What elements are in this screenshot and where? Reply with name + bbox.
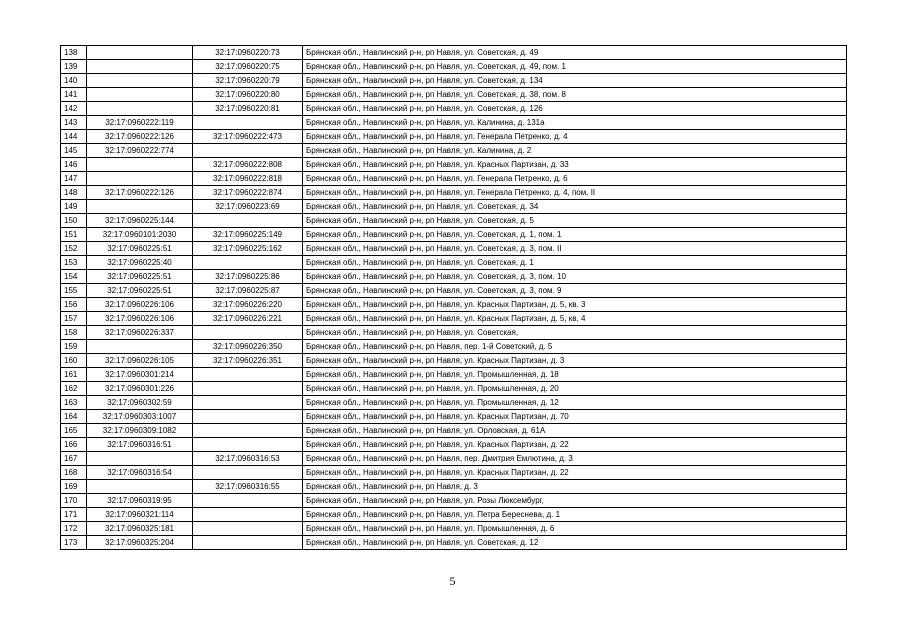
address-cell: Брянская обл., Навлинский р-н, рп Навля, ул. Советская, д. 12 — [303, 536, 847, 550]
table-row — [61, 158, 847, 172]
address-cell: Брянская обл., Навлинский р-н, рп Навля, ул. Генерала Петренко, д. 4 — [303, 130, 847, 144]
object-cadastral-number-cell: 32:17:0960225:86 — [193, 270, 303, 284]
cadastral-number-cell: 32:17:0960222:126 — [87, 130, 193, 144]
cadastral-number-cell: 32:17:0960101:2030 — [87, 228, 193, 242]
address-cell: Брянская обл., Навлинский р-н, рп Навля, ул. Генерала Петренко, д. 6 — [303, 172, 847, 186]
table-row — [61, 284, 847, 298]
row-number-cell: 161 — [61, 368, 87, 382]
row-number-cell: 148 — [61, 186, 87, 200]
address-cell: Брянская обл., Навлинский р-н, рп Навля, ул. Советская, д. 3, пом. II — [303, 242, 847, 256]
address-cell: Брянская обл., Навлинский р-н, рп Навля, ул. Красных Партизан, д. 33 — [303, 158, 847, 172]
object-cadastral-number-cell — [193, 256, 303, 270]
object-cadastral-number-cell: 32:17:0960226:220 — [193, 298, 303, 312]
cadastral-number-cell — [87, 452, 193, 466]
cadastral-number-cell — [87, 158, 193, 172]
address-cell: Брянская обл., Навлинский р-н, рп Навля, ул. Советская, д. 3, пом. 9 — [303, 284, 847, 298]
table-row — [61, 452, 847, 466]
table-row — [61, 312, 847, 326]
row-number-cell: 151 — [61, 228, 87, 242]
address-cell: Брянская обл., Навлинский р-н, рп Навля, ул. Советская, д. 38, пом. 8 — [303, 88, 847, 102]
address-cell: Брянская обл., Навлинский р-н, рп Навля, пер. 1-й Советский, д. 5 — [303, 340, 847, 354]
row-number-cell: 167 — [61, 452, 87, 466]
cadastral-number-cell — [87, 60, 193, 74]
row-number-cell: 141 — [61, 88, 87, 102]
address-cell: Брянская обл., Навлинский р-н, рп Навля, ул. Советская, д. 49 — [303, 46, 847, 60]
cadastral-number-cell: 32:17:0960225:40 — [87, 256, 193, 270]
address-cell: Брянская обл., Навлинский р-н, рп Навля, ул. Красных Партизан, д. 22 — [303, 438, 847, 452]
cadastral-number-cell: 32:17:0960319:95 — [87, 494, 193, 508]
cadastral-number-cell: 32:17:0960303:1007 — [87, 410, 193, 424]
table-row — [61, 410, 847, 424]
row-number-cell: 160 — [61, 354, 87, 368]
row-number-cell: 157 — [61, 312, 87, 326]
address-cell: Брянская обл., Навлинский р-н, рп Навля, ул. Красных Партизан, д. 3 — [303, 354, 847, 368]
address-cell: Брянская обл., Навлинский р-н, рп Навля, ул. Советская, д. 1 — [303, 256, 847, 270]
cadastral-number-cell — [87, 46, 193, 60]
table-row — [61, 74, 847, 88]
row-number-cell: 168 — [61, 466, 87, 480]
table-row — [61, 368, 847, 382]
cadastral-number-cell — [87, 172, 193, 186]
table-row — [61, 354, 847, 368]
table-row — [61, 508, 847, 522]
object-cadastral-number-cell: 32:17:0960222:818 — [193, 172, 303, 186]
row-number-cell: 155 — [61, 284, 87, 298]
table-row — [61, 186, 847, 200]
object-cadastral-number-cell: 32:17:0960226:350 — [193, 340, 303, 354]
table-row — [61, 228, 847, 242]
row-number-cell: 172 — [61, 522, 87, 536]
cadastral-number-cell: 32:17:0960309:1082 — [87, 424, 193, 438]
table-row — [61, 438, 847, 452]
row-number-cell: 150 — [61, 214, 87, 228]
table-row — [61, 424, 847, 438]
address-cell: Брянская обл., Навлинский р-н, рп Навля, ул. Советская, д. 126 — [303, 102, 847, 116]
table-row — [61, 396, 847, 410]
object-cadastral-number-cell — [193, 144, 303, 158]
address-cell: Брянская обл., Навлинский р-н, рп Навля, ул. Петра Береснева, д. 1 — [303, 508, 847, 522]
object-cadastral-number-cell: 32:17:0960222:808 — [193, 158, 303, 172]
cadastral-number-cell: 32:17:0960301:226 — [87, 382, 193, 396]
address-cell: Брянская обл., Навлинский р-н, рп Навля, ул. Советская, д. 3, пом. 10 — [303, 270, 847, 284]
table-row — [61, 144, 847, 158]
address-cell: Брянская обл., Навлинский р-н, рп Навля, ул. Советская, д. 5 — [303, 214, 847, 228]
object-cadastral-number-cell — [193, 382, 303, 396]
cadastral-number-cell: 32:17:0960226:337 — [87, 326, 193, 340]
object-cadastral-number-cell — [193, 214, 303, 228]
row-number-cell: 165 — [61, 424, 87, 438]
row-number-cell: 166 — [61, 438, 87, 452]
address-cell: Брянская обл., Навлинский р-н, рп Навля, пер. Дмитрия Емлютина, д. 3 — [303, 452, 847, 466]
object-cadastral-number-cell — [193, 424, 303, 438]
table-row — [61, 60, 847, 74]
cadastral-number-cell: 32:17:0960301:214 — [87, 368, 193, 382]
object-cadastral-number-cell: 32:17:0960220:80 — [193, 88, 303, 102]
table-row — [61, 270, 847, 284]
cadastral-number-cell: 32:17:0960316:54 — [87, 466, 193, 480]
cadastral-number-cell: 32:17:0960225:51 — [87, 284, 193, 298]
object-cadastral-number-cell: 32:17:0960225:162 — [193, 242, 303, 256]
object-cadastral-number-cell: 32:17:0960222:874 — [193, 186, 303, 200]
address-cell: Брянская обл., Навлинский р-н, рп Навля, ул. Генерала Петренко, д. 4, пом. II — [303, 186, 847, 200]
cadastral-number-cell: 32:17:0960226:106 — [87, 298, 193, 312]
table-row — [61, 382, 847, 396]
row-number-cell: 143 — [61, 116, 87, 130]
address-cell: Брянская обл., Навлинский р-н, рп Навля, д. 3 — [303, 480, 847, 494]
address-cell: Брянская обл., Навлинский р-н, рп Навля, ул. Калинина, д. 2 — [303, 144, 847, 158]
table-row — [61, 200, 847, 214]
table-row — [61, 116, 847, 130]
address-cell: Брянская обл., Навлинский р-н, рп Навля, ул. Советская, д. 49, пом. 1 — [303, 60, 847, 74]
address-cell: Брянская обл., Навлинский р-н, рп Навля, ул. Розы Люксембург, — [303, 494, 847, 508]
row-number-cell: 144 — [61, 130, 87, 144]
address-cell: Брянская обл., Навлинский р-н, рп Навля, ул. Советская, д. 34 — [303, 200, 847, 214]
row-number-cell: 158 — [61, 326, 87, 340]
table-row — [61, 466, 847, 480]
object-cadastral-number-cell: 32:17:0960226:221 — [193, 312, 303, 326]
object-cadastral-number-cell — [193, 494, 303, 508]
cadastral-number-cell — [87, 480, 193, 494]
row-number-cell: 170 — [61, 494, 87, 508]
row-number-cell: 163 — [61, 396, 87, 410]
address-cell: Брянская обл., Навлинский р-н, рп Навля, ул. Орловская, д. 61А — [303, 424, 847, 438]
table-row — [61, 326, 847, 340]
address-cell: Брянская обл., Навлинский р-н, рп Навля, ул. Калинина, д. 131а — [303, 116, 847, 130]
table-row — [61, 256, 847, 270]
cadastral-number-cell: 32:17:0960325:204 — [87, 536, 193, 550]
row-number-cell: 149 — [61, 200, 87, 214]
row-number-cell: 156 — [61, 298, 87, 312]
address-cell: Брянская обл., Навлинский р-н, рп Навля, ул. Промышленная, д. 12 — [303, 396, 847, 410]
object-cadastral-number-cell — [193, 116, 303, 130]
cadastral-number-cell: 32:17:0960325:181 — [87, 522, 193, 536]
address-cell: Брянская обл., Навлинский р-н, рп Навля, ул. Промышленная, д. 6 — [303, 522, 847, 536]
cadastral-number-cell: 32:17:0960321:114 — [87, 508, 193, 522]
row-number-cell: 159 — [61, 340, 87, 354]
table-row — [61, 494, 847, 508]
object-cadastral-number-cell — [193, 466, 303, 480]
object-cadastral-number-cell — [193, 522, 303, 536]
address-cell: Брянская обл., Навлинский р-н, рп Навля, ул. Красных Партизан, д. 5, кв. 4 — [303, 312, 847, 326]
address-cell: Брянская обл., Навлинский р-н, рп Навля, ул. Советская, д. 1, пом. 1 — [303, 228, 847, 242]
row-number-cell: 173 — [61, 536, 87, 550]
cadastral-number-cell: 32:17:0960226:105 — [87, 354, 193, 368]
object-cadastral-number-cell: 32:17:0960226:351 — [193, 354, 303, 368]
table-row — [61, 88, 847, 102]
cadastral-number-cell: 32:17:0960302:59 — [87, 396, 193, 410]
table-row — [61, 480, 847, 494]
cadastral-number-cell: 32:17:0960316:51 — [87, 438, 193, 452]
address-cell: Брянская обл., Навлинский р-н, рп Навля, ул. Красных Партизан, д. 70 — [303, 410, 847, 424]
table-row — [61, 242, 847, 256]
row-number-cell: 139 — [61, 60, 87, 74]
property-table-body — [61, 46, 847, 550]
cadastral-number-cell: 32:17:0960225:51 — [87, 270, 193, 284]
object-cadastral-number-cell — [193, 536, 303, 550]
object-cadastral-number-cell — [193, 438, 303, 452]
cadastral-number-cell: 32:17:0960226:106 — [87, 312, 193, 326]
object-cadastral-number-cell: 32:17:0960223:69 — [193, 200, 303, 214]
address-cell: Брянская обл., Навлинский р-н, рп Навля, ул. Советская, — [303, 326, 847, 340]
table-row — [61, 130, 847, 144]
table-row — [61, 172, 847, 186]
property-table — [60, 45, 847, 550]
row-number-cell: 138 — [61, 46, 87, 60]
row-number-cell: 171 — [61, 508, 87, 522]
table-row — [61, 298, 847, 312]
table-row — [61, 46, 847, 60]
cadastral-number-cell: 32:17:0960222:119 — [87, 116, 193, 130]
row-number-cell: 154 — [61, 270, 87, 284]
row-number-cell: 169 — [61, 480, 87, 494]
address-cell: Брянская обл., Навлинский р-н, рп Навля, ул. Промышленная, д. 20 — [303, 382, 847, 396]
address-cell: Брянская обл., Навлинский р-н, рп Навля, ул. Красных Партизан, д. 22 — [303, 466, 847, 480]
address-cell: Брянская обл., Навлинский р-н, рп Навля, ул. Промышленная, д. 18 — [303, 368, 847, 382]
table-row — [61, 102, 847, 116]
cadastral-number-cell: 32:17:0960222:126 — [87, 186, 193, 200]
row-number-cell: 164 — [61, 410, 87, 424]
object-cadastral-number-cell: 32:17:0960222:473 — [193, 130, 303, 144]
row-number-cell: 162 — [61, 382, 87, 396]
cadastral-number-cell — [87, 88, 193, 102]
row-number-cell: 146 — [61, 158, 87, 172]
object-cadastral-number-cell: 32:17:0960316:53 — [193, 452, 303, 466]
object-cadastral-number-cell: 32:17:0960220:81 — [193, 102, 303, 116]
object-cadastral-number-cell: 32:17:0960220:75 — [193, 60, 303, 74]
row-number-cell: 140 — [61, 74, 87, 88]
object-cadastral-number-cell — [193, 396, 303, 410]
object-cadastral-number-cell — [193, 326, 303, 340]
row-number-cell: 147 — [61, 172, 87, 186]
cadastral-number-cell — [87, 340, 193, 354]
row-number-cell: 145 — [61, 144, 87, 158]
cadastral-number-cell: 32:17:0960222:774 — [87, 144, 193, 158]
row-number-cell: 153 — [61, 256, 87, 270]
row-number-cell: 152 — [61, 242, 87, 256]
cadastral-number-cell: 32:17:0960225:144 — [87, 214, 193, 228]
table-row — [61, 536, 847, 550]
address-cell: Брянская обл., Навлинский р-н, рп Навля, ул. Красных Партизан, д. 5, кв. 3 — [303, 298, 847, 312]
cadastral-number-cell — [87, 200, 193, 214]
table-row — [61, 214, 847, 228]
cadastral-number-cell — [87, 74, 193, 88]
object-cadastral-number-cell — [193, 508, 303, 522]
object-cadastral-number-cell: 32:17:0960225:149 — [193, 228, 303, 242]
object-cadastral-number-cell: 32:17:0960220:79 — [193, 74, 303, 88]
row-number-cell: 142 — [61, 102, 87, 116]
table-row — [61, 522, 847, 536]
cadastral-number-cell: 32:17:0960225:51 — [87, 242, 193, 256]
address-cell: Брянская обл., Навлинский р-н, рп Навля, ул. Советская, д. 134 — [303, 74, 847, 88]
object-cadastral-number-cell: 32:17:0960220:73 — [193, 46, 303, 60]
object-cadastral-number-cell: 32:17:0960316:55 — [193, 480, 303, 494]
page-number: 5 — [449, 574, 456, 588]
object-cadastral-number-cell: 32:17:0960225:87 — [193, 284, 303, 298]
object-cadastral-number-cell — [193, 368, 303, 382]
cadastral-number-cell — [87, 102, 193, 116]
table-row — [61, 340, 847, 354]
object-cadastral-number-cell — [193, 410, 303, 424]
